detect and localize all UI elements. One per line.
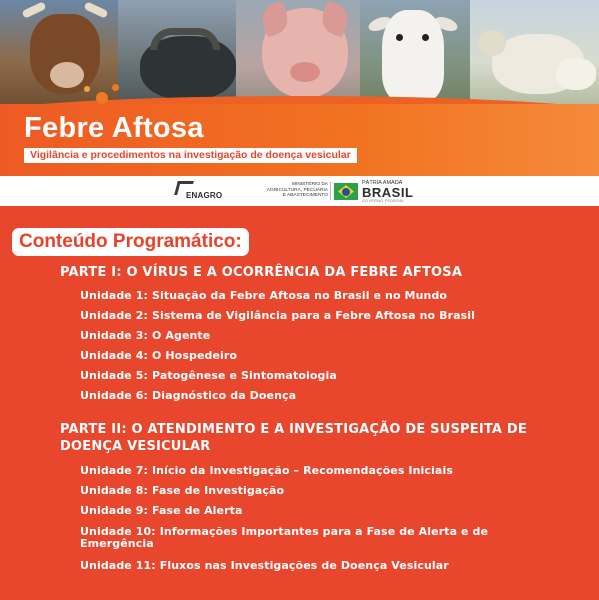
section-heading: Conteúdo Programático: (12, 228, 249, 256)
goat-eye-icon (422, 34, 429, 41)
unit-item: Unidade 5: Patogênese e Sintomatologia (80, 369, 337, 382)
unit-item: Unidade 4: O Hospedeiro (80, 349, 238, 362)
brasil-wordmark: BRASIL (362, 185, 414, 200)
brazil-flag-icon (334, 183, 358, 200)
buffalo-horn-icon (150, 28, 220, 50)
flag-globe-icon (342, 188, 350, 196)
ministry-label: MINISTÉRIO DA AGRICULTURA, PECUÁRIA E ABASTECIMENTO (266, 182, 328, 199)
unit-item: Unidade 11: Fluxos nas Investigações de Doença Vesicular (80, 559, 449, 572)
decorative-dot-icon (112, 84, 119, 91)
enagro-logo (176, 181, 228, 201)
unit-item: Unidade 1: Situação da Febre Aftosa no Brasil e no Mundo (80, 289, 448, 302)
decorative-dot-icon (96, 92, 108, 104)
pig-snout-icon (290, 62, 320, 82)
unit-item: Unidade 6: Diagnóstico da Doença (80, 389, 297, 402)
enagro-wordmark: ENAGRO (186, 191, 223, 200)
page-title: Febre Aftosa (24, 112, 204, 144)
goat-icon (382, 10, 444, 102)
part-title: PARTE I: O VÍRUS E A OCORRÊNCIA DA FEBRE AFTOSA (60, 265, 463, 280)
sheep-head-icon (478, 30, 506, 56)
lamb-icon (556, 58, 596, 90)
unit-item: Unidade 8: Fase de Investigação (80, 484, 285, 497)
unit-item: Unidade 7: Início da Investigação – Recomendações Iniciais (80, 464, 453, 477)
part-title: PARTE II: O ATENDIMENTO E A INVESTIGAÇÃO DE SUSPEITA DE DOENÇA VESICULAR (60, 422, 527, 454)
goat-eye-icon (396, 34, 403, 41)
patria-amada-label: PÁTRIA AMADA (362, 180, 403, 186)
page-subtitle: Vigilância e procedimentos na investigação de doença vesicular (24, 148, 357, 163)
unit-item: Unidade 10: Informações Importantes para a Fase de Alerta e de Emergência (80, 525, 489, 550)
unit-item: Unidade 9: Fase de Alerta (80, 504, 243, 517)
decorative-dot-icon (84, 86, 90, 92)
unit-item: Unidade 3: O Agente (80, 329, 211, 342)
logo-divider (330, 182, 331, 200)
cow-muzzle-icon (50, 62, 84, 88)
governo-federal-label: GOVERNO FEDERAL (362, 199, 405, 203)
unit-item: Unidade 2: Sistema de Vigilância para a Febre Aftosa no Brasil (80, 309, 476, 322)
